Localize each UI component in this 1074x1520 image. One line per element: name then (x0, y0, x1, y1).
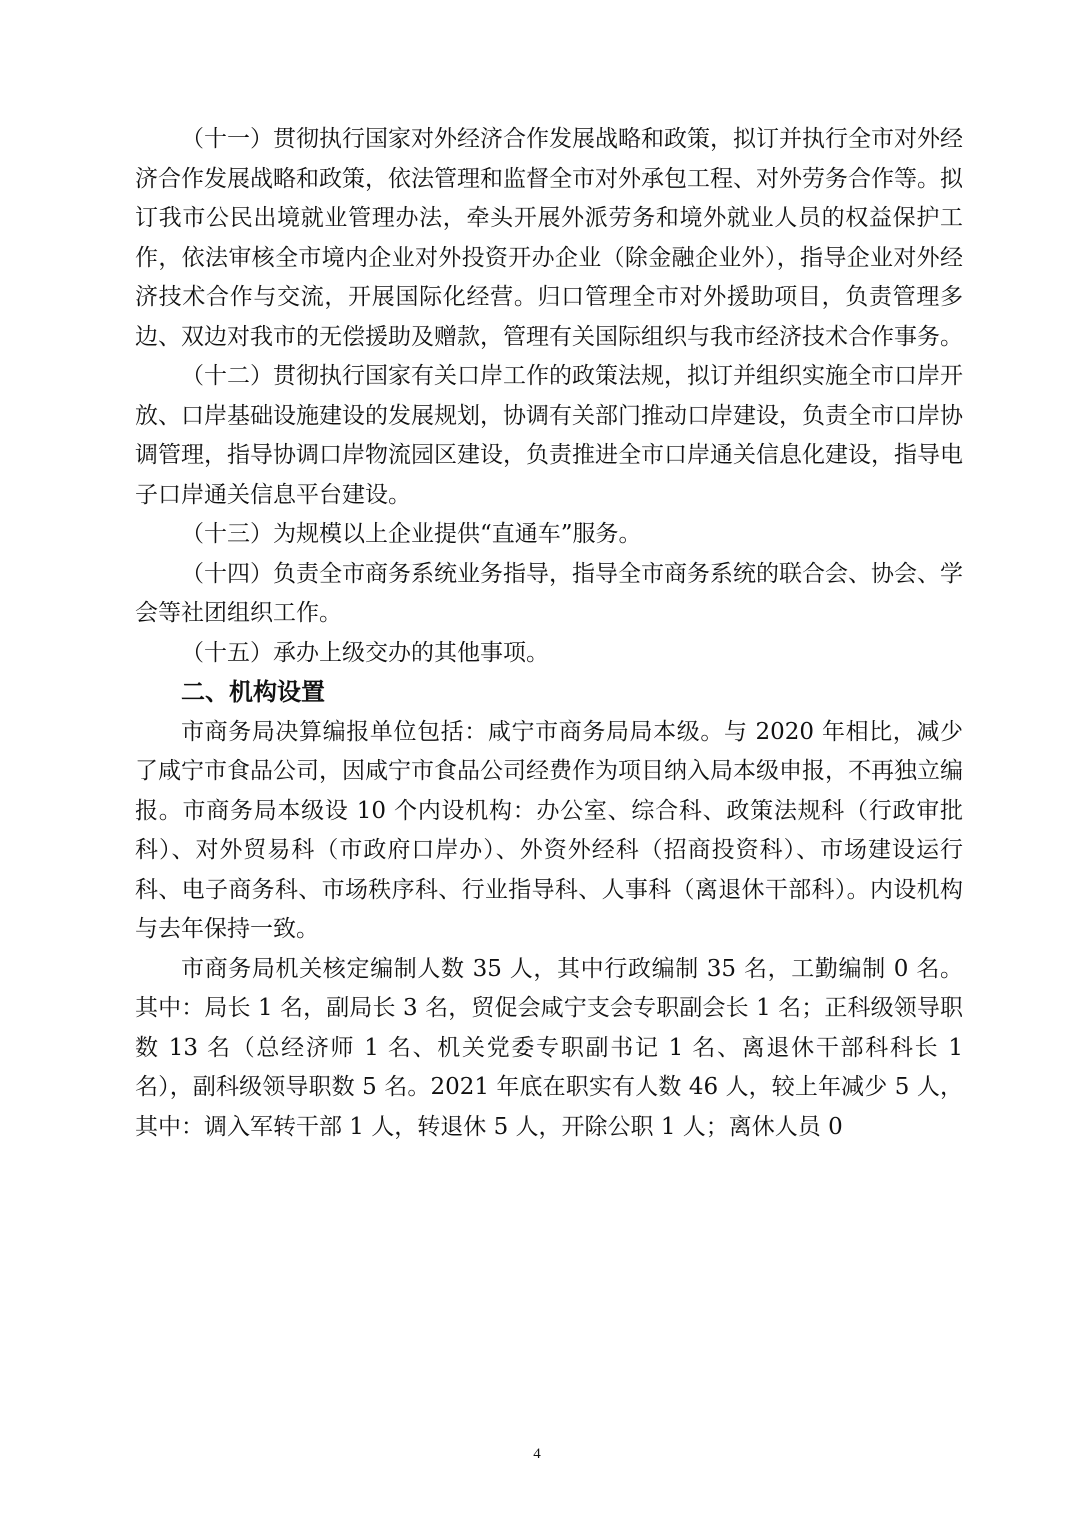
paragraph-item-12: （十二）贯彻执行国家有关口岸工作的政策法规，拟订并组织实施全市口岸开放、口岸基础设施建设的发展规划，协调有关部门推动口岸建设，负责全市口岸协调管理，指导协调口岸物流园区建设，负责推进全市口岸通关信息化建设，指导电子口岸通关信息平台建设。 (135, 363, 963, 508)
section-paragraph-staffing: 市商务局机关核定编制人数 35 人，其中行政编制 35 名，工勤编制 0 名。其中：局长 1 名，副局长 3 名，贸促会咸宁支会专职副会长 1 名；正科级领导职数 13 名（总经济师 1 名、机关党委专职副书记 1 名、离退休干部科科长 1 名），副科级领导职数 5 名。2021 年底在职实有人数 46 人，较上年减少 5 人，其中：调入军转干部 1 人，转退休 5 人，开除公职 1 人；离休人员 0 (135, 955, 963, 1140)
section-heading: 二、机构设置 (181, 678, 325, 706)
section-paragraph-units: 市商务局决算编报单位包括：咸宁市商务局局本级。与 2020 年相比，减少了咸宁市食品公司，因咸宁市食品公司经费作为项目纳入局本级申报，不再独立编报。市商务局本级设 10 个内设机构：办公室、综合科、政策法规科（行政审批科）、对外贸易科（市政府口岸办）、外资外经科（招商投资科）、市场建设运行科、电子商务科、市场秩序科、行业指导科、人事科（离退休干部科）。内设机构与去年保持一致。 (135, 718, 963, 942)
paragraph-item-14: （十四）负责全市商务系统业务指导，指导全市商务系统的联合会、协会、学会等社团组织工作。 (135, 560, 963, 626)
paragraph-item-13: （十三）为规模以上企业提供“直通车”服务。 (181, 521, 642, 547)
paragraph-item-15: （十五）承办上级交办的其他事项。 (181, 639, 549, 666)
document-page (135, 120, 963, 1147)
paragraph-item-11: （十一）贯彻执行国家对外经济合作发展战略和政策，拟订并执行全市对外经济合作发展战略和政策，依法管理和监督全市对外承包工程、对外劳务合作等。拟订我市公民出境就业管理办法，牵头开展外派劳务和境外就业人员的权益保护工作，依法审核全市境内企业对外投资开办企业（除金融企业外），指导企业对外经济技术合作与交流，开展国际化经营。归口管理全市对外援助项目，负责管理多边、双边对我市的无偿援助及赠款，管理有关国际组织与我市经济技术合作事务。 (135, 126, 963, 350)
page-number: 4 (533, 1446, 541, 1462)
